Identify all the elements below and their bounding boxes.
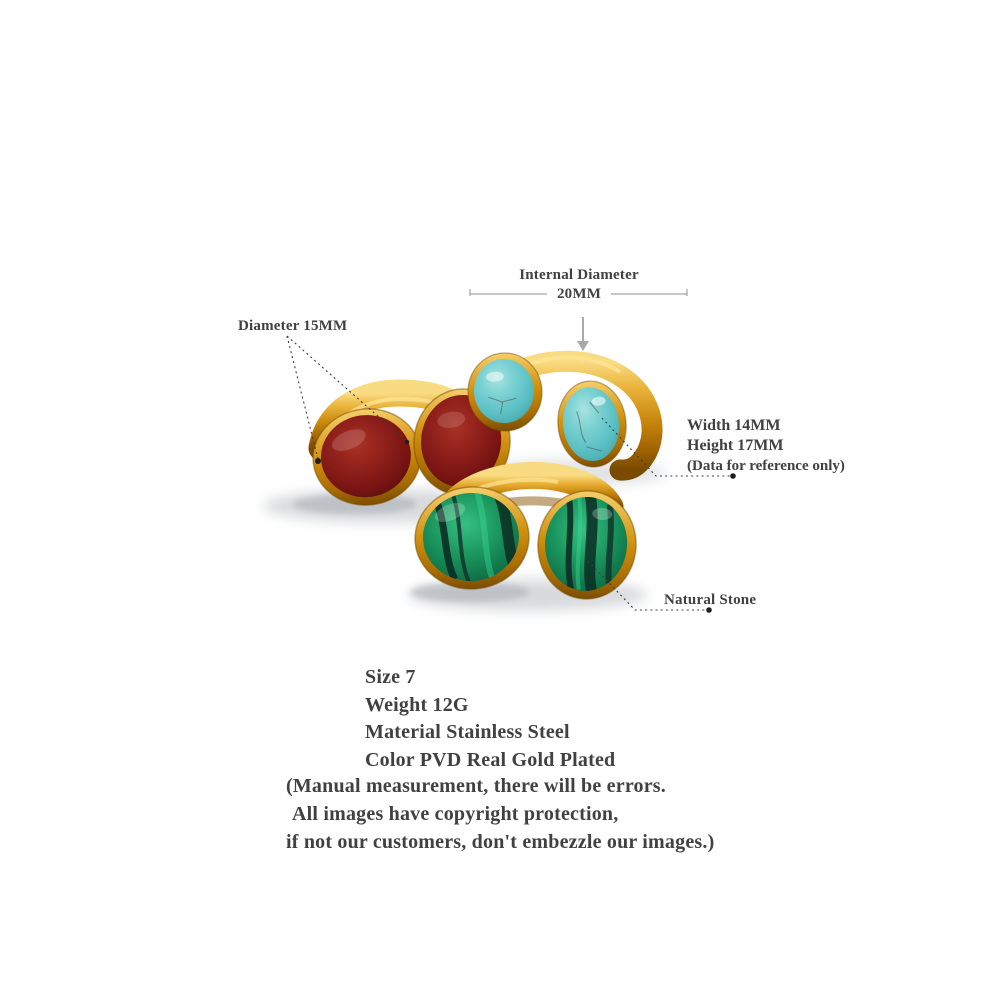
disclaimer-line-2: All images have copyright protection, <box>292 803 619 825</box>
spec-size: Size 7 <box>365 666 416 688</box>
turquoise-stone-right <box>554 378 631 471</box>
product-specs <box>365 664 615 774</box>
stone-diameter-label: Diameter 15MM <box>238 318 348 334</box>
reference-note-label: (Data for reference only) <box>687 458 845 474</box>
width-height-annotation <box>687 416 845 476</box>
disclaimer-line-1: (Manual measurement, there will be errors. <box>286 775 666 797</box>
internal-diameter-value: 20MM <box>556 286 602 302</box>
spec-weight: Weight 12G <box>365 693 469 716</box>
stone-height-label: Height 17MM <box>687 437 784 454</box>
spec-material: Material Stainless Steel <box>365 721 570 744</box>
arrow-down-icon <box>577 317 589 351</box>
internal-diameter-label: Internal Diameter <box>519 267 639 283</box>
stone-width-label: Width 14MM <box>687 417 781 434</box>
disclaimer-line-3: if not our customers, don't embezzle our images.) <box>286 831 715 853</box>
spec-color: Color PVD Real Gold Plated <box>365 748 616 771</box>
disclaimer <box>286 772 714 856</box>
natural-stone-label: Natural Stone <box>664 592 757 608</box>
